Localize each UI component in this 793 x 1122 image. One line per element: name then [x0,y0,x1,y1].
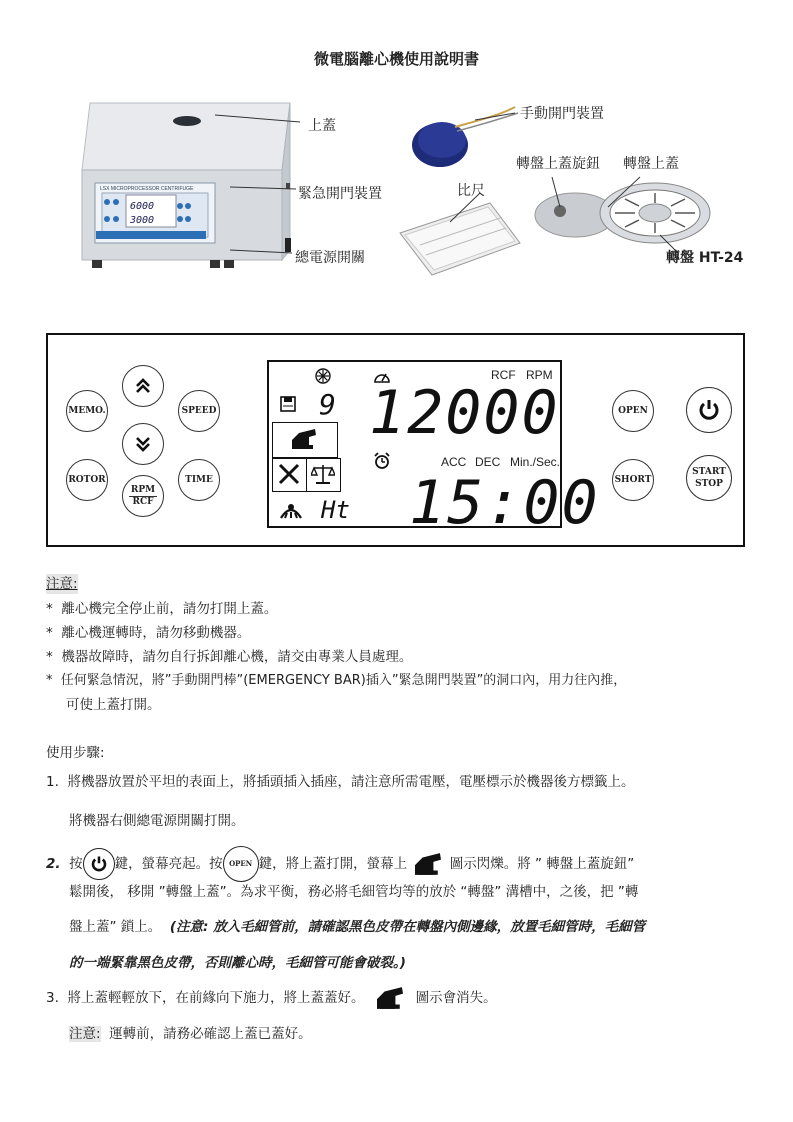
note-item: * 任何緊急情況，將”手動開門棒”(EMERGENCY BAR)插入”緊急開門裝置”的洞口內，用力往內推， [46,673,627,688]
label-emergency-device: 緊急開門裝置 [298,186,382,202]
time-unit-label: Min./Sec. [510,455,561,469]
product-illustration [60,85,760,285]
balance-box [306,458,341,492]
rcf-label: RCF [132,496,154,507]
speed-button[interactable]: SPEED [178,390,220,432]
rpm-rcf-button[interactable] [122,475,164,517]
tools-icon [277,462,301,486]
start-stop-button[interactable] [686,455,732,501]
control-panel [46,333,745,547]
time-button[interactable]: TIME [178,459,220,501]
lid-open-icon [289,427,319,451]
memo-button[interactable]: MEMO. [66,390,108,432]
chevron-up-icon [134,377,152,395]
step-3: 3. 將上蓋輕輕放下，在前緣向下施力，將上蓋蓋好。 圖示會消失。 [46,985,497,1011]
step-2-line-4: 的一端緊靠黑色皮帶，否則離心時，毛細管可能會破裂。) [69,955,406,971]
alarm-clock-icon [373,452,391,470]
lid-open-icon [411,851,445,877]
up-button[interactable] [122,365,164,407]
stop-label: STOP [695,479,723,489]
label-power-switch: 總電源開關 [295,250,365,266]
rpm-label: RPM [130,484,156,495]
notes-list [46,599,626,719]
device-brand: LSX MICROPROCESSOR CENTRIFUGE [100,186,194,192]
lid-open-icon [373,985,407,1011]
label-rotor-knob: 轉盤上蓋旋鈕 [516,156,600,172]
step-2-line-3: 盤上蓋” 鎖上。 (注意: 放入毛細管前，請確認黑色皮帶在轉盤內側邊緣，放置毛細管時，毛細管 [69,919,646,935]
label-ruler: 比尺 [457,183,485,199]
lcd-display [267,360,600,538]
error-box [272,458,307,492]
chevron-down-icon [134,435,152,453]
step-1: 1. 將機器放置於平坦的表面上，將插頭插入插座，請注意所需電壓，電壓標示於機器後方標籤上。 [46,774,635,790]
rpm-unit-label: RPM [526,368,553,382]
power-icon [697,398,721,422]
down-button[interactable] [122,423,164,465]
memory-icon [279,395,297,413]
step-2-warning: (注意: 放入毛細管前，請確認黑色皮帶在轉盤內側邊緣，放置毛細管時，毛細管 [169,919,646,935]
device-speed-readout: 6000 [130,201,155,212]
steps-heading: 使用步驟: [46,745,105,761]
power-button-icon [83,848,115,880]
label-manual-opener: 手動開門裝置 [520,106,604,122]
start-label: START [692,467,726,477]
rcf-unit-label: RCF [491,368,516,382]
balance-icon [311,463,335,485]
note-item-continued: 可使上蓋打開。 [66,697,161,713]
open-button-icon: OPEN [223,846,259,882]
step-1-line-2: 將機器右側總電源開關打開。 [69,813,245,829]
acc-label: ACC [441,455,467,469]
lid-status-box [272,422,338,458]
short-button[interactable]: SHORT [612,459,654,501]
step-2-line-2: 鬆開後， 移開 ”轉盤上蓋”。為求平衡，務必將毛細管均等的放於 “轉盤” 溝槽中，之後，把 ”轉 [69,884,639,900]
step-3-note: 注意: 運轉前，請務必確認上蓋已蓋好。 [69,1026,312,1042]
open-button[interactable]: OPEN [612,390,654,432]
page-title: 微電腦離心機使用說明書 [313,50,479,68]
label-lid: 上蓋 [308,118,336,134]
label-rotor: 轉盤 HT-24 [666,250,744,266]
step-2: 2. 按 鍵，螢幕亮起。按 OPEN 鍵，將上蓋打開，螢幕上 圖示閃爍。將 ” 轉盤上蓋旋鈕” [46,846,634,882]
speed-value: 12000 [369,378,560,448]
note-item: * 離心機運轉時，請勿移動機器。 [46,625,251,641]
rotor-type-icon [279,500,303,520]
ruler-image [400,203,520,275]
rotor-code: Ht [321,496,350,524]
device-time-readout: 3000 [130,215,155,226]
time-value: 15:00 [409,468,600,538]
manual-opener-image [412,107,518,167]
power-button[interactable] [686,387,732,433]
rotor-image [535,183,710,243]
label-rotor-lid: 轉盤上蓋 [623,156,679,172]
dec-label: DEC [475,455,501,469]
rotor-spin-icon [315,368,331,384]
note-item: * 機器故障時，請勿自行拆卸離心機，請交由專業人員處理。 [46,649,413,665]
rotor-button[interactable]: ROTOR [66,459,108,501]
note-item: * 離心機完全停止前，請勿打開上蓋。 [46,601,278,617]
notes-heading: 注意: [46,576,78,592]
memory-number: 9 [319,388,336,421]
